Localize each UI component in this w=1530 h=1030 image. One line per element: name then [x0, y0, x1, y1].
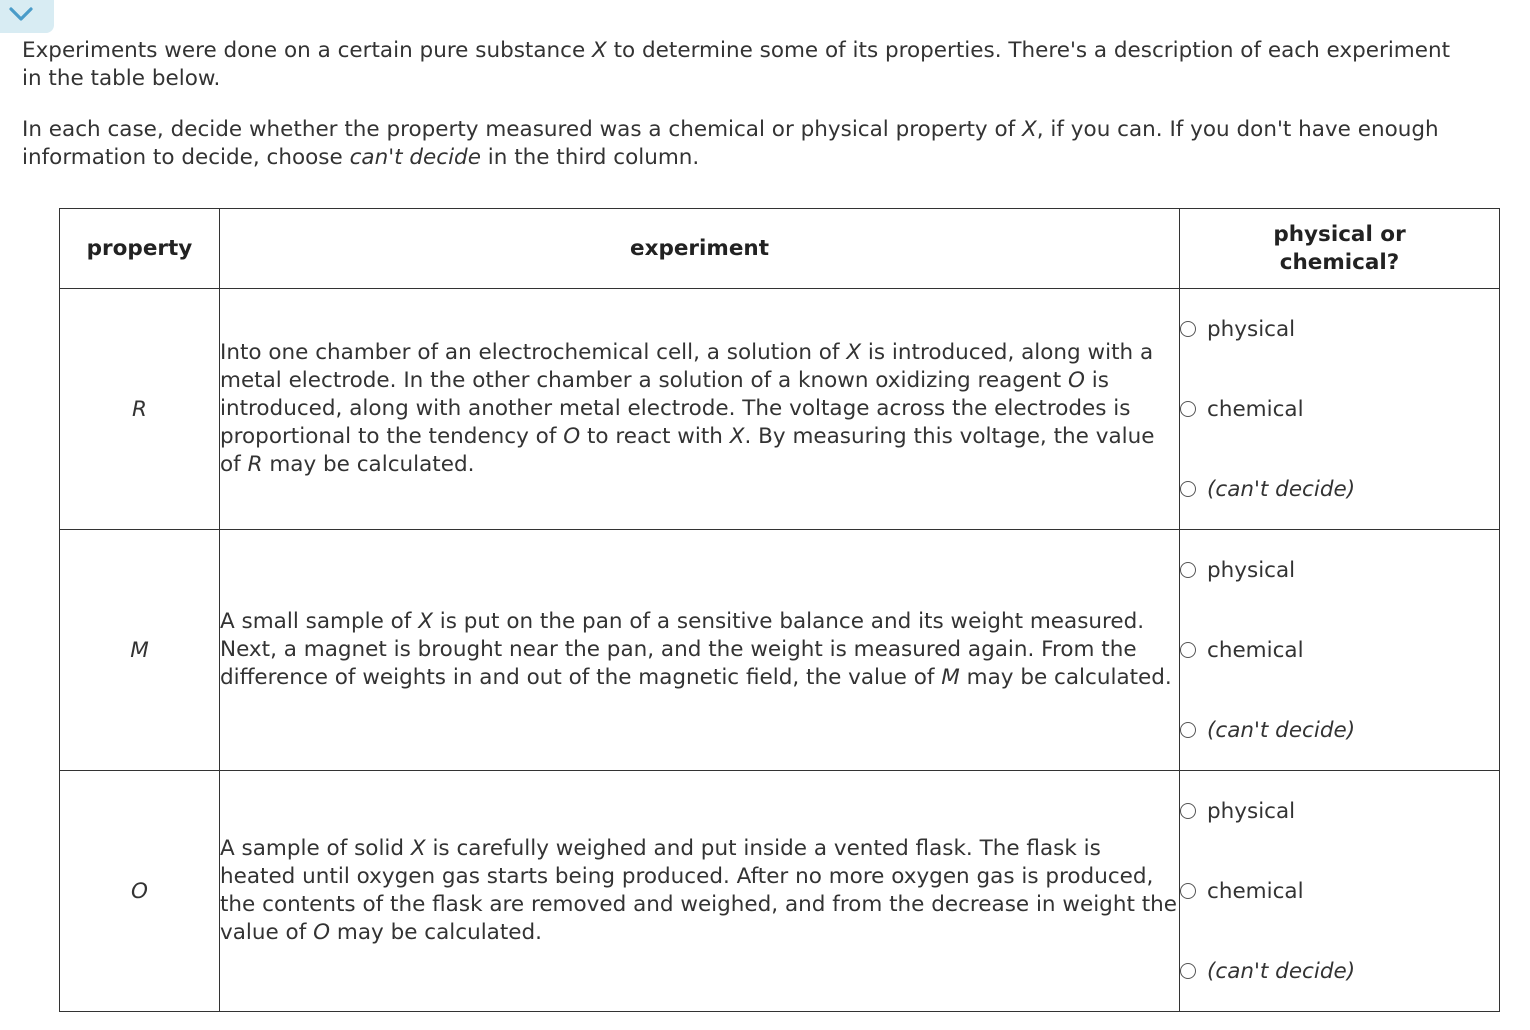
- radio-button[interactable]: [1180, 562, 1196, 578]
- table-row: [60, 289, 1500, 530]
- option-label: chemical: [1207, 637, 1304, 663]
- instructions: [22, 37, 1462, 172]
- table-row: [60, 771, 1500, 1012]
- option-chemical-m[interactable]: [1180, 610, 1499, 690]
- option-label: (can't decide): [1207, 717, 1356, 743]
- property-symbol: R: [60, 289, 220, 530]
- radio-button[interactable]: [1180, 642, 1196, 658]
- property-symbol: M: [60, 530, 220, 771]
- experiment-description: A sample of solid X is carefully weighed and put inside a vented flask. The flask is heated until oxygen gas starts being produced. After no more oxygen gas is produced, the contents of the flask are removed and weighed, and from the decrease in weight the value of O may be calculated.: [220, 771, 1180, 1012]
- header-experiment: experiment: [220, 209, 1180, 289]
- table-header-row: [60, 209, 1500, 289]
- experiment-description: Into one chamber of an electrochemical cell, a solution of X is introduced, along with a metal electrode. In the other chamber a solution of a known oxidizing reagent O is introduced, along with another metal electrode. The voltage across the electrodes is proportional to the tendency of O to react with X. By measuring this voltage, the value of R may be calculated.: [220, 289, 1180, 530]
- option-label: (can't decide): [1207, 476, 1356, 502]
- instructions-paragraph-2: In each case, decide whether the property measured was a chemical or physical property of X, if you can. If you don't have enough information to decide, choose can't decide in the third column.: [22, 117, 1439, 170]
- option-chemical-o[interactable]: [1180, 851, 1499, 931]
- instructions-paragraph-1: Experiments were done on a certain pure substance X to determine some of its properties. There's a description of each experiment in the table below.: [22, 38, 1451, 91]
- chevron-down-icon: [20, 7, 34, 26]
- option-label: chemical: [1207, 396, 1304, 422]
- answer-choices: [1180, 771, 1500, 1012]
- radio-button[interactable]: [1180, 321, 1196, 337]
- option-cant-decide-o[interactable]: [1180, 931, 1499, 1011]
- option-label: physical: [1207, 798, 1296, 824]
- experiment-description: A small sample of X is put on the pan of a sensitive balance and its weight measured. Next, a magnet is brought near the pan, and the weight is measured again. From the difference of weights in and out of the magnetic field, the value of M may be calculated.: [220, 530, 1180, 771]
- option-cant-decide-m[interactable]: [1180, 690, 1499, 770]
- radio-button[interactable]: [1180, 963, 1196, 979]
- option-label: (can't decide): [1207, 958, 1356, 984]
- header-property: property: [60, 209, 220, 289]
- header-physical-or-chemical: physical or chemical?: [1180, 209, 1500, 289]
- option-label: physical: [1207, 316, 1296, 342]
- property-symbol: O: [60, 771, 220, 1012]
- radio-button[interactable]: [1180, 481, 1196, 497]
- option-cant-decide-r[interactable]: [1180, 449, 1499, 529]
- option-physical-r[interactable]: [1180, 289, 1499, 369]
- properties-table: [59, 208, 1500, 1012]
- option-physical-m[interactable]: [1180, 530, 1499, 610]
- radio-button[interactable]: [1180, 722, 1196, 738]
- answer-choices: [1180, 530, 1500, 771]
- radio-button[interactable]: [1180, 401, 1196, 417]
- option-physical-o[interactable]: [1180, 771, 1499, 851]
- answer-choices: [1180, 289, 1500, 530]
- table-row: [60, 530, 1500, 771]
- radio-button[interactable]: [1180, 883, 1196, 899]
- radio-button[interactable]: [1180, 803, 1196, 819]
- option-label: chemical: [1207, 878, 1304, 904]
- collapse-toggle-button[interactable]: [0, 0, 54, 33]
- option-label: physical: [1207, 557, 1296, 583]
- option-chemical-r[interactable]: [1180, 369, 1499, 449]
